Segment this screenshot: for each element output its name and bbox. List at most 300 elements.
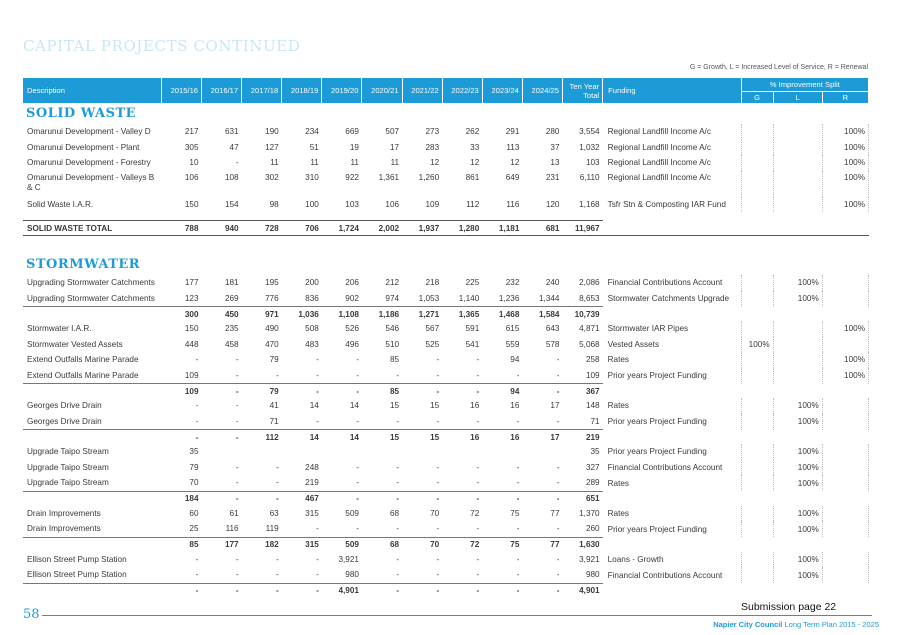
year-value: 15 bbox=[430, 401, 440, 411]
year-value: 234 bbox=[305, 127, 319, 137]
split-r bbox=[822, 521, 868, 537]
year-value: - bbox=[436, 462, 440, 472]
year-value: 212 bbox=[385, 278, 400, 288]
year-value: 510 bbox=[385, 339, 400, 349]
year-value: 106 bbox=[385, 199, 400, 209]
year-value: 3,921 bbox=[338, 554, 359, 564]
submission-page: Submission page 22 bbox=[741, 601, 837, 613]
blank-cell bbox=[23, 537, 161, 552]
year-value: 315 bbox=[305, 508, 319, 518]
year-value: 1,271 bbox=[402, 307, 442, 322]
year-value: 728 bbox=[242, 221, 282, 236]
year-value: 106 bbox=[184, 172, 199, 182]
year-value: 12 bbox=[470, 158, 480, 168]
year-value: - bbox=[195, 570, 199, 580]
year-value: - bbox=[195, 401, 199, 411]
year-value: - bbox=[522, 583, 562, 598]
split-g bbox=[741, 444, 773, 460]
year-value: 119 bbox=[265, 524, 279, 534]
year-value: 11 bbox=[390, 158, 400, 168]
year-value: 79 bbox=[189, 462, 199, 472]
project-description: Stormwater Vested Assets bbox=[27, 339, 123, 349]
year-value: 109 bbox=[184, 370, 199, 380]
year-value: - bbox=[396, 524, 400, 534]
year-value: 37 bbox=[550, 142, 560, 152]
split-legend: G = Growth, L = Increased Level of Service, R = Renewal bbox=[689, 64, 868, 71]
year-value bbox=[522, 444, 562, 460]
year-value: 974 bbox=[385, 293, 400, 303]
blank-cell bbox=[23, 491, 161, 506]
section-row bbox=[23, 254, 869, 275]
funding-source: Rates bbox=[607, 401, 629, 411]
year-value: 291 bbox=[505, 127, 520, 137]
year-value: 112 bbox=[466, 199, 480, 209]
year-value: 41 bbox=[269, 401, 279, 411]
split-g bbox=[741, 321, 773, 337]
table-row bbox=[23, 368, 869, 384]
year-value bbox=[362, 444, 402, 460]
table-row bbox=[23, 291, 869, 307]
project-description: Drain Improvements bbox=[27, 524, 101, 534]
year-value: - bbox=[516, 478, 520, 488]
year-value: - bbox=[276, 478, 279, 488]
funding-header: Funding bbox=[603, 78, 741, 103]
year-value: 467 bbox=[282, 491, 322, 506]
year-value: 470 bbox=[265, 339, 279, 349]
year-value: 273 bbox=[425, 127, 440, 137]
split-g bbox=[741, 368, 773, 384]
funding-source: Regional Landfill Income A/c bbox=[607, 127, 711, 137]
year-value: 788 bbox=[161, 221, 201, 236]
split-r: 100% bbox=[822, 171, 868, 197]
year-value: - bbox=[556, 370, 560, 380]
year-value: 71 bbox=[269, 416, 279, 426]
year-value: - bbox=[476, 416, 480, 426]
year-value: 1,036 bbox=[282, 307, 322, 322]
split-g bbox=[741, 521, 773, 537]
year-value: - bbox=[235, 478, 239, 488]
year-value: 1,468 bbox=[482, 307, 522, 322]
year-value: - bbox=[516, 416, 520, 426]
year-value: - bbox=[436, 570, 440, 580]
year-value: - bbox=[436, 355, 440, 365]
year-value: - bbox=[161, 583, 201, 598]
year-value: 496 bbox=[345, 339, 359, 349]
year-value: 150 bbox=[184, 324, 199, 334]
year-value: 706 bbox=[282, 221, 322, 236]
year-value: 16 bbox=[470, 401, 480, 411]
section-title-solid-waste: SOLID WASTE bbox=[26, 106, 137, 121]
table-row bbox=[23, 197, 869, 213]
year-header: 2015/16 bbox=[161, 78, 201, 103]
funding-source: Prior years Project Funding bbox=[607, 417, 707, 426]
ten-year-total: 1,630 bbox=[563, 537, 603, 552]
section-title-stormwater: STORMWATER bbox=[26, 257, 141, 272]
funding-source: Rates bbox=[607, 478, 629, 488]
year-value: - bbox=[436, 416, 440, 426]
year-value: 17 bbox=[522, 430, 562, 445]
table-row bbox=[23, 337, 869, 353]
year-value: 305 bbox=[184, 142, 199, 152]
year-value: - bbox=[436, 370, 440, 380]
split-r: 100% bbox=[822, 352, 868, 368]
year-value: - bbox=[476, 478, 480, 488]
year-value: 112 bbox=[242, 430, 282, 445]
year-value: - bbox=[516, 570, 520, 580]
year-value: - bbox=[195, 554, 199, 564]
split-l bbox=[773, 171, 822, 197]
table-row bbox=[23, 506, 869, 522]
funding-source: Rates bbox=[607, 508, 629, 518]
year-value bbox=[322, 444, 362, 460]
year-value: - bbox=[356, 462, 359, 472]
year-value: 1,108 bbox=[322, 307, 362, 322]
project-description: Upgrade Taipo Stream bbox=[27, 462, 109, 472]
year-value: - bbox=[242, 491, 282, 506]
year-value: - bbox=[476, 524, 480, 534]
description-header: Description bbox=[23, 78, 161, 103]
year-value: 103 bbox=[345, 199, 359, 209]
year-value: 669 bbox=[345, 127, 359, 137]
year-value: 1,937 bbox=[402, 221, 442, 236]
year-value: - bbox=[522, 384, 562, 399]
year-header: 2016/17 bbox=[202, 78, 242, 103]
year-value: 217 bbox=[184, 127, 199, 137]
year-value: 1,181 bbox=[482, 221, 522, 236]
year-value: 225 bbox=[465, 278, 480, 288]
funding-source: Regional Landfill Income A/c bbox=[607, 142, 711, 152]
year-value: 509 bbox=[345, 508, 359, 518]
year-value: 123 bbox=[184, 293, 199, 303]
year-value: - bbox=[235, 570, 239, 580]
split-g-header: G bbox=[741, 92, 773, 104]
year-value: 649 bbox=[505, 172, 520, 182]
ten-year-total: 980 bbox=[585, 570, 600, 580]
year-value: 567 bbox=[425, 324, 440, 334]
split-l: 100% bbox=[773, 414, 822, 430]
project-description: Extend Outfalls Marine Parade bbox=[27, 370, 139, 380]
split-g bbox=[741, 567, 773, 583]
year-value: 248 bbox=[305, 462, 319, 472]
total-label: SOLID WASTE TOTAL bbox=[23, 221, 161, 236]
split-r bbox=[822, 291, 868, 307]
year-value: - bbox=[282, 384, 322, 399]
table-row bbox=[23, 460, 869, 476]
split-r: 100% bbox=[822, 140, 868, 156]
ten-year-total: 3,554 bbox=[579, 127, 600, 137]
section-row bbox=[23, 103, 869, 124]
year-value: 177 bbox=[202, 537, 242, 552]
ten-year-total: 2,086 bbox=[579, 278, 600, 288]
subtotal-row bbox=[23, 384, 869, 399]
year-value: 490 bbox=[265, 324, 279, 334]
year-value: 1,584 bbox=[522, 307, 562, 322]
spacer-row bbox=[23, 212, 869, 221]
year-value: - bbox=[556, 478, 560, 488]
year-value: 1,260 bbox=[418, 172, 440, 182]
ten-year-total: 6,110 bbox=[579, 172, 600, 182]
year-value: 63 bbox=[269, 508, 279, 518]
year-value: 109 bbox=[425, 199, 440, 209]
year-value: 94 bbox=[510, 355, 520, 365]
subtotal-row bbox=[23, 537, 869, 552]
year-value: 33 bbox=[470, 142, 480, 152]
year-value: 509 bbox=[322, 537, 362, 552]
section-total-row bbox=[23, 221, 869, 236]
year-value: 68 bbox=[389, 508, 400, 518]
year-header: 2019/20 bbox=[322, 78, 362, 103]
split-r bbox=[822, 460, 868, 476]
year-value: 120 bbox=[545, 199, 560, 209]
year-value: 10 bbox=[189, 158, 199, 168]
year-value: 643 bbox=[545, 324, 560, 334]
year-value: - bbox=[316, 554, 319, 564]
split-g bbox=[741, 291, 773, 307]
year-value: 231 bbox=[545, 172, 560, 182]
year-value: 591 bbox=[465, 324, 480, 334]
year-value: - bbox=[276, 554, 279, 564]
year-value: 200 bbox=[305, 278, 319, 288]
project-description: Upgrading Stormwater Catchments bbox=[27, 278, 155, 288]
year-value: - bbox=[556, 416, 560, 426]
year-value bbox=[442, 444, 482, 460]
ten-year-total: 148 bbox=[585, 401, 600, 411]
year-value: 240 bbox=[545, 278, 560, 288]
year-value: 971 bbox=[242, 307, 282, 322]
split-l: 100% bbox=[773, 506, 822, 522]
year-value: 15 bbox=[389, 401, 400, 411]
year-value: - bbox=[522, 491, 562, 506]
split-l bbox=[773, 140, 822, 156]
split-l bbox=[773, 352, 822, 368]
split-l: 100% bbox=[773, 567, 822, 583]
blank-cell bbox=[603, 384, 869, 399]
year-value: - bbox=[316, 570, 319, 580]
year-value: 206 bbox=[345, 278, 359, 288]
table-body bbox=[23, 103, 869, 598]
ten-year-total: 1,168 bbox=[579, 199, 600, 209]
year-value: - bbox=[476, 462, 480, 472]
year-value: - bbox=[402, 491, 442, 506]
table-row bbox=[23, 567, 869, 583]
ten-year-total: 11,967 bbox=[563, 221, 603, 236]
year-value: - bbox=[242, 583, 282, 598]
year-value: 72 bbox=[470, 508, 480, 518]
year-value: 16 bbox=[482, 430, 522, 445]
project-description: Drain Improvements bbox=[27, 508, 101, 518]
year-value: 578 bbox=[545, 339, 560, 349]
funding-source: Stormwater Catchments Upgrade bbox=[607, 294, 730, 303]
project-description: Extend Outfalls Marine Parade bbox=[27, 355, 139, 365]
year-value: 77 bbox=[522, 537, 562, 552]
year-header: 2021/22 bbox=[402, 78, 442, 103]
ten-year-total-header: Ten Year Total bbox=[563, 78, 603, 103]
ten-year-total: 219 bbox=[563, 430, 603, 445]
year-value: - bbox=[235, 554, 239, 564]
year-value: - bbox=[556, 462, 560, 472]
year-value: 14 bbox=[309, 401, 319, 411]
split-r bbox=[822, 414, 868, 430]
ten-year-total: 8,653 bbox=[579, 293, 600, 303]
funding-source: Financial Contributions Account bbox=[607, 462, 723, 472]
year-value: 61 bbox=[229, 508, 239, 518]
year-value: 2,002 bbox=[362, 221, 402, 236]
project-description: Ellison Street Pump Station bbox=[27, 570, 127, 580]
year-value: 12 bbox=[510, 158, 520, 168]
split-r bbox=[822, 398, 868, 414]
year-value: - bbox=[356, 355, 359, 365]
ten-year-total: 258 bbox=[585, 355, 600, 365]
year-value: 1,186 bbox=[362, 307, 402, 322]
table-row bbox=[23, 475, 869, 491]
year-value: 302 bbox=[265, 172, 279, 182]
year-value: - bbox=[516, 462, 520, 472]
ten-year-total: 103 bbox=[585, 158, 600, 168]
year-value: - bbox=[235, 370, 239, 380]
project-description: Georges Drive Drain bbox=[27, 416, 102, 426]
capital-projects-table bbox=[23, 78, 869, 598]
year-value: - bbox=[202, 384, 242, 399]
table-row bbox=[23, 414, 869, 430]
split-l: 100% bbox=[773, 552, 822, 568]
year-value: - bbox=[442, 491, 482, 506]
split-g bbox=[741, 414, 773, 430]
year-value: - bbox=[476, 570, 480, 580]
year-value: 116 bbox=[225, 524, 239, 534]
year-value: - bbox=[356, 416, 359, 426]
year-value: - bbox=[442, 384, 482, 399]
split-r bbox=[822, 337, 868, 353]
ten-year-total: 10,739 bbox=[563, 307, 603, 322]
project-description: Stormwater I.A.R. bbox=[27, 324, 92, 334]
split-g bbox=[741, 124, 773, 140]
year-value: 310 bbox=[305, 172, 319, 182]
ten-year-total: 4,901 bbox=[563, 583, 603, 598]
year-header: 2017/18 bbox=[242, 78, 282, 103]
year-value: 113 bbox=[506, 142, 520, 152]
ten-year-total: 327 bbox=[585, 462, 600, 472]
year-value: 1,236 bbox=[498, 293, 520, 303]
year-value: 127 bbox=[265, 142, 279, 152]
ten-year-total: 651 bbox=[563, 491, 603, 506]
year-value: - bbox=[235, 416, 239, 426]
subtotal-row bbox=[23, 491, 869, 506]
year-value: 70 bbox=[189, 478, 199, 488]
year-value: - bbox=[516, 554, 520, 564]
blank-cell bbox=[603, 583, 869, 598]
year-value: 17 bbox=[389, 142, 400, 152]
split-g bbox=[741, 552, 773, 568]
year-value: 14 bbox=[322, 430, 362, 445]
year-value: 11 bbox=[350, 158, 359, 168]
split-g bbox=[741, 197, 773, 213]
year-value: 19 bbox=[349, 142, 359, 152]
spacer-cell bbox=[23, 236, 869, 255]
project-description: Georges Drive Drain bbox=[27, 401, 102, 411]
subtotal-row bbox=[23, 307, 869, 322]
year-value: 70 bbox=[430, 508, 440, 518]
blank-cell bbox=[603, 430, 869, 445]
ten-year-total: 260 bbox=[585, 524, 600, 534]
year-value: - bbox=[396, 478, 400, 488]
split-l bbox=[773, 337, 822, 353]
year-value: 262 bbox=[465, 127, 480, 137]
project-description: Upgrade Taipo Stream bbox=[27, 478, 109, 488]
project-description: Omarunui Development - Valley D bbox=[27, 127, 151, 137]
split-l bbox=[773, 321, 822, 337]
year-value: 315 bbox=[282, 537, 322, 552]
year-value: 458 bbox=[224, 339, 239, 349]
funding-source: Prior years Project Funding bbox=[607, 447, 707, 457]
year-value: 508 bbox=[305, 324, 319, 334]
ten-year-total: 1,370 bbox=[579, 508, 600, 518]
ten-year-total: 71 bbox=[590, 416, 600, 426]
year-value: - bbox=[556, 355, 560, 365]
split-r: 100% bbox=[822, 197, 868, 213]
year-value: 615 bbox=[505, 324, 520, 334]
year-value: - bbox=[316, 524, 319, 534]
year-value: 483 bbox=[305, 339, 319, 349]
year-value: - bbox=[396, 570, 400, 580]
year-value: - bbox=[476, 355, 480, 365]
year-value: - bbox=[556, 570, 560, 580]
year-value: 1,361 bbox=[378, 172, 400, 182]
blank-cell bbox=[23, 307, 161, 322]
split-l-header: L bbox=[773, 92, 822, 104]
year-value: - bbox=[362, 583, 402, 598]
year-value: 4,901 bbox=[322, 583, 362, 598]
year-value: - bbox=[235, 158, 239, 168]
year-value: - bbox=[356, 524, 359, 534]
split-r bbox=[822, 275, 868, 291]
year-value: - bbox=[516, 524, 520, 534]
year-value: 47 bbox=[229, 142, 239, 152]
year-value: - bbox=[235, 462, 239, 472]
council-name: Napier City Council bbox=[713, 620, 783, 629]
year-value: 14 bbox=[349, 401, 359, 411]
year-value: - bbox=[442, 583, 482, 598]
year-value: 11 bbox=[310, 158, 319, 168]
project-description: Omarunui Development - Forestry bbox=[27, 158, 151, 168]
table-row bbox=[23, 140, 869, 156]
year-value: 1,344 bbox=[539, 293, 560, 303]
project-description: Upgrading Stormwater Catchments bbox=[27, 293, 155, 303]
year-value: - bbox=[316, 355, 319, 365]
year-value: 526 bbox=[345, 324, 359, 334]
split-l bbox=[773, 197, 822, 213]
year-value: - bbox=[396, 416, 400, 426]
year-value: - bbox=[202, 430, 242, 445]
year-value: 450 bbox=[202, 307, 242, 322]
year-value: 98 bbox=[269, 199, 279, 209]
year-value: 108 bbox=[224, 172, 239, 182]
ten-year-total: 289 bbox=[585, 478, 600, 488]
year-value: - bbox=[402, 384, 442, 399]
project-description: Omarunui Development - Plant bbox=[27, 142, 140, 152]
ten-year-total: 109 bbox=[585, 370, 600, 380]
table-row bbox=[23, 521, 869, 537]
split-l: 100% bbox=[773, 444, 822, 460]
blank-cell bbox=[603, 537, 869, 552]
plan-name: Long Term Plan 2015 - 2025 bbox=[784, 620, 879, 629]
split-r bbox=[822, 567, 868, 583]
year-value bbox=[482, 444, 522, 460]
year-value: 1,724 bbox=[322, 221, 362, 236]
year-value: 75 bbox=[482, 537, 522, 552]
split-r-header: R bbox=[822, 92, 868, 104]
year-value: - bbox=[195, 416, 199, 426]
year-value: 507 bbox=[385, 127, 400, 137]
